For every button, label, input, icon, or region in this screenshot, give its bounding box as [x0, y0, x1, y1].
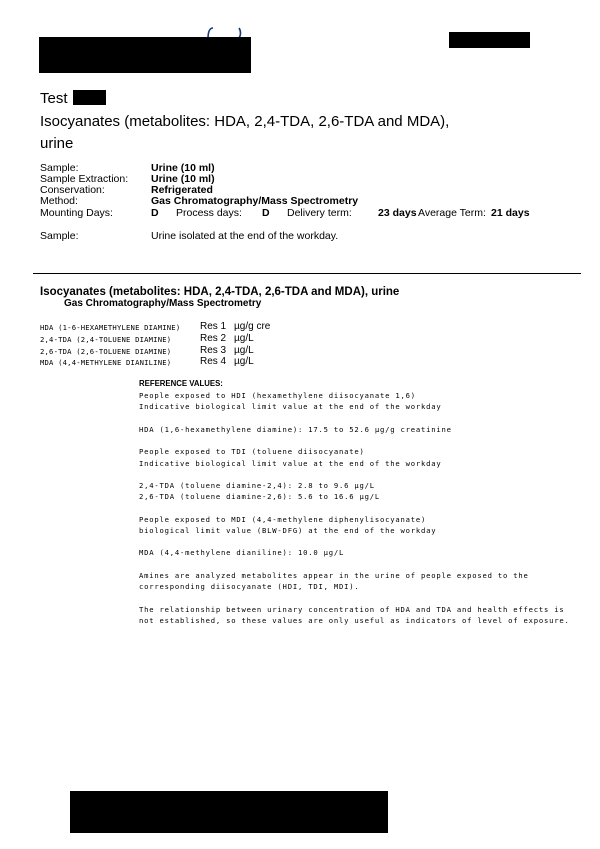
average-value: 21 days	[491, 207, 530, 219]
ref-note-line4: not established, so these values are only useful as indicators of level of exposure.	[139, 616, 570, 625]
result-value-hda: Res 1	[200, 321, 227, 332]
method-value: Gas Chromatography/Mass Spectrometry	[151, 195, 359, 207]
ref-hdi-line3: HDA (1,6-hexamethylene diamine): 17.5 to 52.6 µg/g creatinine	[139, 425, 452, 434]
method-label: Method:	[40, 195, 78, 207]
result-name-mda: MDA (4,4-METHYLENE DIANILINE)	[40, 358, 172, 367]
ref-note-line1: Amines are analyzed metabolites appear in the urine of people exposed to the	[139, 571, 529, 580]
redacted-test-id	[73, 90, 106, 105]
page-title	[40, 111, 580, 155]
delivery-label: Delivery term:	[287, 207, 352, 219]
process-value: D	[262, 207, 270, 219]
conservation-label: Conservation:	[40, 184, 105, 196]
result-unit-mda: µg/L	[234, 356, 254, 367]
result-unit-24tda: µg/L	[234, 333, 254, 344]
ref-tdi-line3: 2,4-TDA (toluene diamine-2,4): 2.8 to 9.6 µg/L	[139, 481, 375, 490]
extraction-label: Sample Extraction:	[40, 173, 129, 185]
ref-note-line2: corresponding diisocyanate (HDI, TDI, MDI).	[139, 582, 360, 591]
sample2-value: Urine isolated at the end of the workday.	[151, 230, 339, 242]
ref-mdi-line1: People exposed to MDI (4,4-methylene diphenylisocyanate)	[139, 515, 427, 524]
redacted-header-left	[39, 37, 251, 73]
ref-mdi-line3: MDA (4,4-methylene dianiline): 10.0 µg/L	[139, 548, 345, 557]
section-subtitle: Gas Chromatography/Mass Spectrometry	[64, 298, 262, 309]
reference-heading: REFERENCE VALUES:	[139, 379, 223, 388]
ref-hdi-line2: Indicative biological limit value at the end of the workday	[139, 402, 442, 411]
sample2-label: Sample:	[40, 230, 79, 242]
delivery-value: 23 days	[378, 207, 417, 219]
redacted-header-right	[449, 32, 530, 48]
page-title-line1: Isocyanates (metabolites: HDA, 2,4-TDA, 2,6-TDA and MDA),	[40, 113, 450, 130]
ref-hdi-line1: People exposed to HDI (hexamethylene diisocyanate 1,6)	[139, 391, 416, 400]
result-name-24tda: 2,4-TDA (2,4-TOLUENE DIAMINE)	[40, 335, 172, 344]
page-title-line2: urine	[40, 135, 74, 152]
result-unit-hda: µg/g cre	[234, 321, 271, 332]
ref-tdi-line1: People exposed to TDI (toluene diisocyanate)	[139, 447, 365, 456]
section-divider	[33, 273, 581, 274]
result-value-24tda: Res 2	[200, 333, 227, 344]
result-value-26tda: Res 3	[200, 345, 227, 356]
sample-label: Sample:	[40, 162, 79, 174]
result-unit-26tda: µg/L	[234, 345, 254, 356]
section-title: Isocyanates (metabolites: HDA, 2,4-TDA, 2,6-TDA and MDA), urine	[40, 286, 400, 298]
conservation-value: Refrigerated	[151, 184, 213, 196]
result-name-hda: HDA (1-6-HEXAMETHYLENE DIAMINE)	[40, 323, 181, 332]
average-label: Average Term:	[418, 207, 486, 219]
ref-note-line3: The relationship between urinary concentration of HDA and TDA and health effects is	[139, 605, 565, 614]
test-label: Test	[40, 90, 68, 107]
ref-tdi-line4: 2,6-TDA (toluene diamine-2,6): 5.6 to 16.6 µg/L	[139, 492, 380, 501]
process-label: Process days:	[176, 207, 242, 219]
extraction-value: Urine (10 ml)	[151, 173, 215, 185]
ref-tdi-line2: Indicative biological limit value at the end of the workday	[139, 459, 442, 468]
ref-mdi-line2: biological limit value (BLW-DFG) at the end of the workday	[139, 526, 437, 535]
mounting-value: D	[151, 207, 159, 219]
mounting-label: Mounting Days:	[40, 207, 113, 219]
result-name-26tda: 2,6-TDA (2,6-TOLUENE DIAMINE)	[40, 347, 172, 356]
sample-value: Urine (10 ml)	[151, 162, 215, 174]
redacted-footer	[70, 791, 388, 833]
result-value-mda: Res 4	[200, 356, 227, 367]
